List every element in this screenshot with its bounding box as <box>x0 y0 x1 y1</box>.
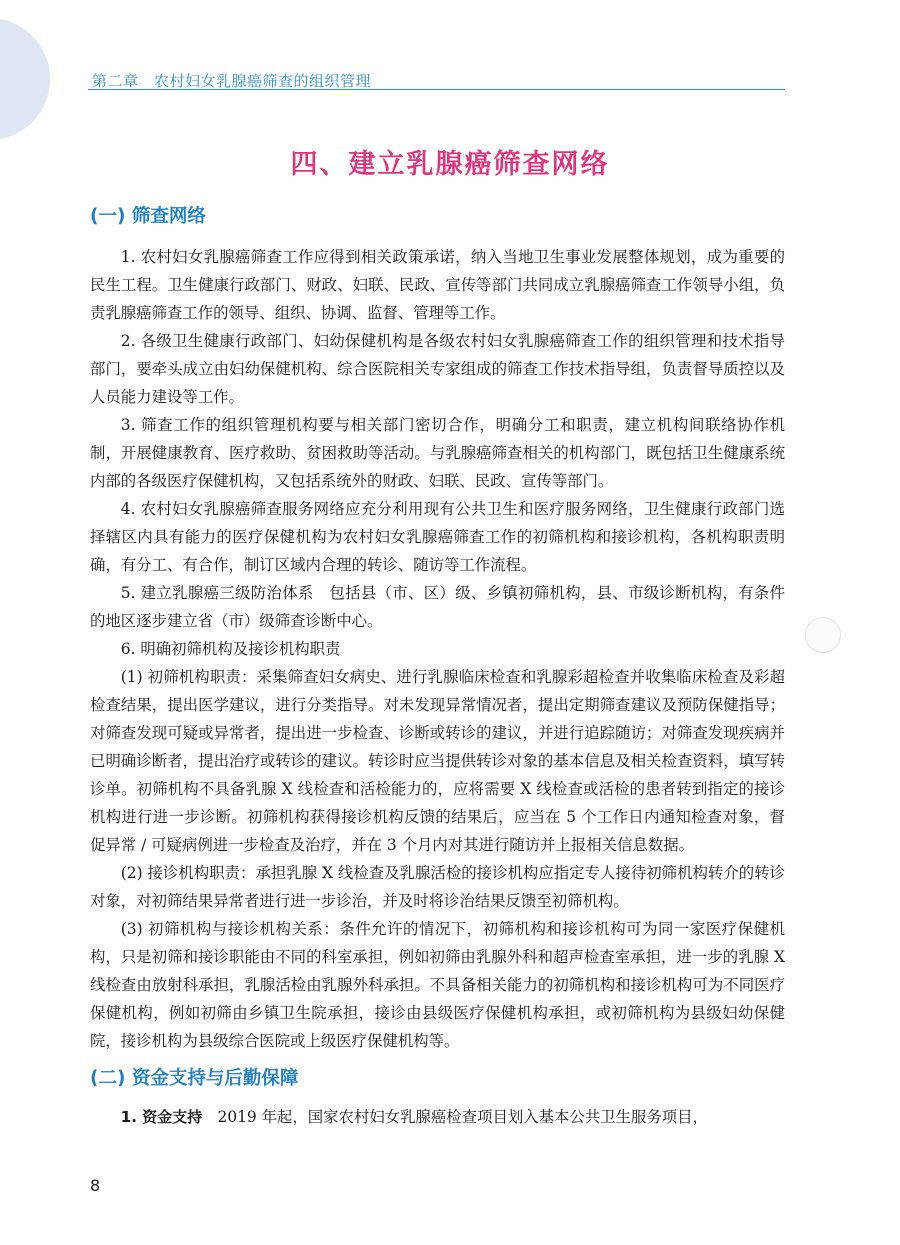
page-body <box>90 203 785 1131</box>
page-title: 四、建立乳腺癌筛查网络 <box>290 149 610 180</box>
funding-label: 1. 资金支持 <box>120 1108 203 1126</box>
paragraph: 2. 各级卫生健康行政部门、妇幼保健机构是各级农村妇女乳腺癌筛查工作的组织管理和技术指导部门，要牵头成立由妇幼保健机构、综合医院相关专家组成的筛查工作技术指导组，负责督导质控以及人员能力建设等工作。 <box>90 332 785 406</box>
corner-decoration <box>0 18 50 140</box>
page-number: 8 <box>90 1176 101 1195</box>
section-heading-funding: (二) 资金支持与后勤保障 <box>90 1068 299 1089</box>
header-rule <box>88 89 785 90</box>
paragraph: 3. 筛查工作的组织管理机构要与相关部门密切合作，明确分工和职责，建立机构间联络协作机制，开展健康教育、医疗救助、贫困救助等活动。与乳腺癌筛查相关的机构部门，既包括卫生健康系统内部的各级医疗保健机构，又包括系统外的财政、妇联、民政、宣传等部门。 <box>90 416 785 490</box>
sub-item: (3) 初筛机构与接诊机构关系：条件允许的情况下，初筛机构和接诊机构可为同一家医疗保健机构，只是初筛和接诊职能由不同的科室承担，例如初筛由乳腺外科和超声检查室承担，进一步的乳腺 X 线检查由放射科承担，乳腺活检由乳腺外科承担。不具备相关能力的初筛机构和接诊机构可为不同医疗保健机构，例如初筛由乡镇卫生院承担，接诊由县级医疗保健机构承担，或初筛机构为县级妇幼保健院，接诊机构为县级综合医院或上级医疗保健机构等。 <box>90 920 785 1050</box>
section-heading-screening-network: (一) 筛查网络 <box>90 206 206 227</box>
paragraph: 4. 农村妇女乳腺癌筛查服务网络应充分利用现有公共卫生和医疗服务网络，卫生健康行政部门选择辖区内具有能力的医疗保健机构为农村妇女乳腺癌筛查工作的初筛机构和接诊机构，各机构职责明确，有分工、有合作，制订区域内合理的转诊、随访等工作流程。 <box>90 500 785 574</box>
side-watermark <box>805 617 841 653</box>
sub-item: (2) 接诊机构职责：承担乳腺 X 线检查及乳腺活检的接诊机构应指定专人接待初筛机构转介的转诊对象，对初筛结果异常者进行进一步诊治，并及时将诊治结果反馈至初筛机构。 <box>90 864 785 910</box>
sub-item: (1) 初筛机构职责：采集筛查妇女病史、进行乳腺临床检查和乳腺彩超检查并收集临床检查及彩超检查结果，提出医学建议，进行分类指导。对未发现异常情况者，提出定期筛查建议及预防保健指导；对筛查发现可疑或异常者，提出进一步检查、诊断或转诊的建议，并进行追踪随访；对筛查发现疾病并已明确诊断者，提出治疗或转诊的建议。转诊时应当提供转诊对象的基本信息及相关检查资料，填写转诊单。初筛机构不具备乳腺 X 线检查和活检能力的，应将需要 X 线检查或活检的患者转到指定的接诊机构进行进一步诊断。初筛机构获得接诊机构反馈的结果后，应当在 5 个工作日内通知检查对象，督促异常 / 可疑病例进一步检查及治疗，并在 3 个月内对其进行随访并上报相关信息数据。 <box>90 668 785 854</box>
paragraph: 5. 建立乳腺癌三级防治体系 包括县（市、区）级、乡镇初筛机构，县、市级诊断机构，有条件的地区逐步建立省（市）级筛查诊断中心。 <box>90 584 785 630</box>
running-header: 第二章 农村妇女乳腺癌筛查的组织管理 <box>92 72 372 90</box>
paragraph-funding <box>90 1103 785 1131</box>
paragraph: 6. 明确初筛机构及接诊机构职责 <box>120 640 341 658</box>
funding-text: 2019 年起，国家农村妇女乳腺癌检查项目划入基本公共卫生服务项目， <box>202 1108 708 1126</box>
paragraph: 1. 农村妇女乳腺癌筛查工作应得到相关政策承诺，纳入当地卫生事业发展整体规划，成为重要的民生工程。卫生健康行政部门、财政、妇联、民政、宣传等部门共同成立乳腺癌筛查工作领导小组，负责乳腺癌筛查工作的领导、组织、协调、监督、管理等工作。 <box>90 248 785 322</box>
